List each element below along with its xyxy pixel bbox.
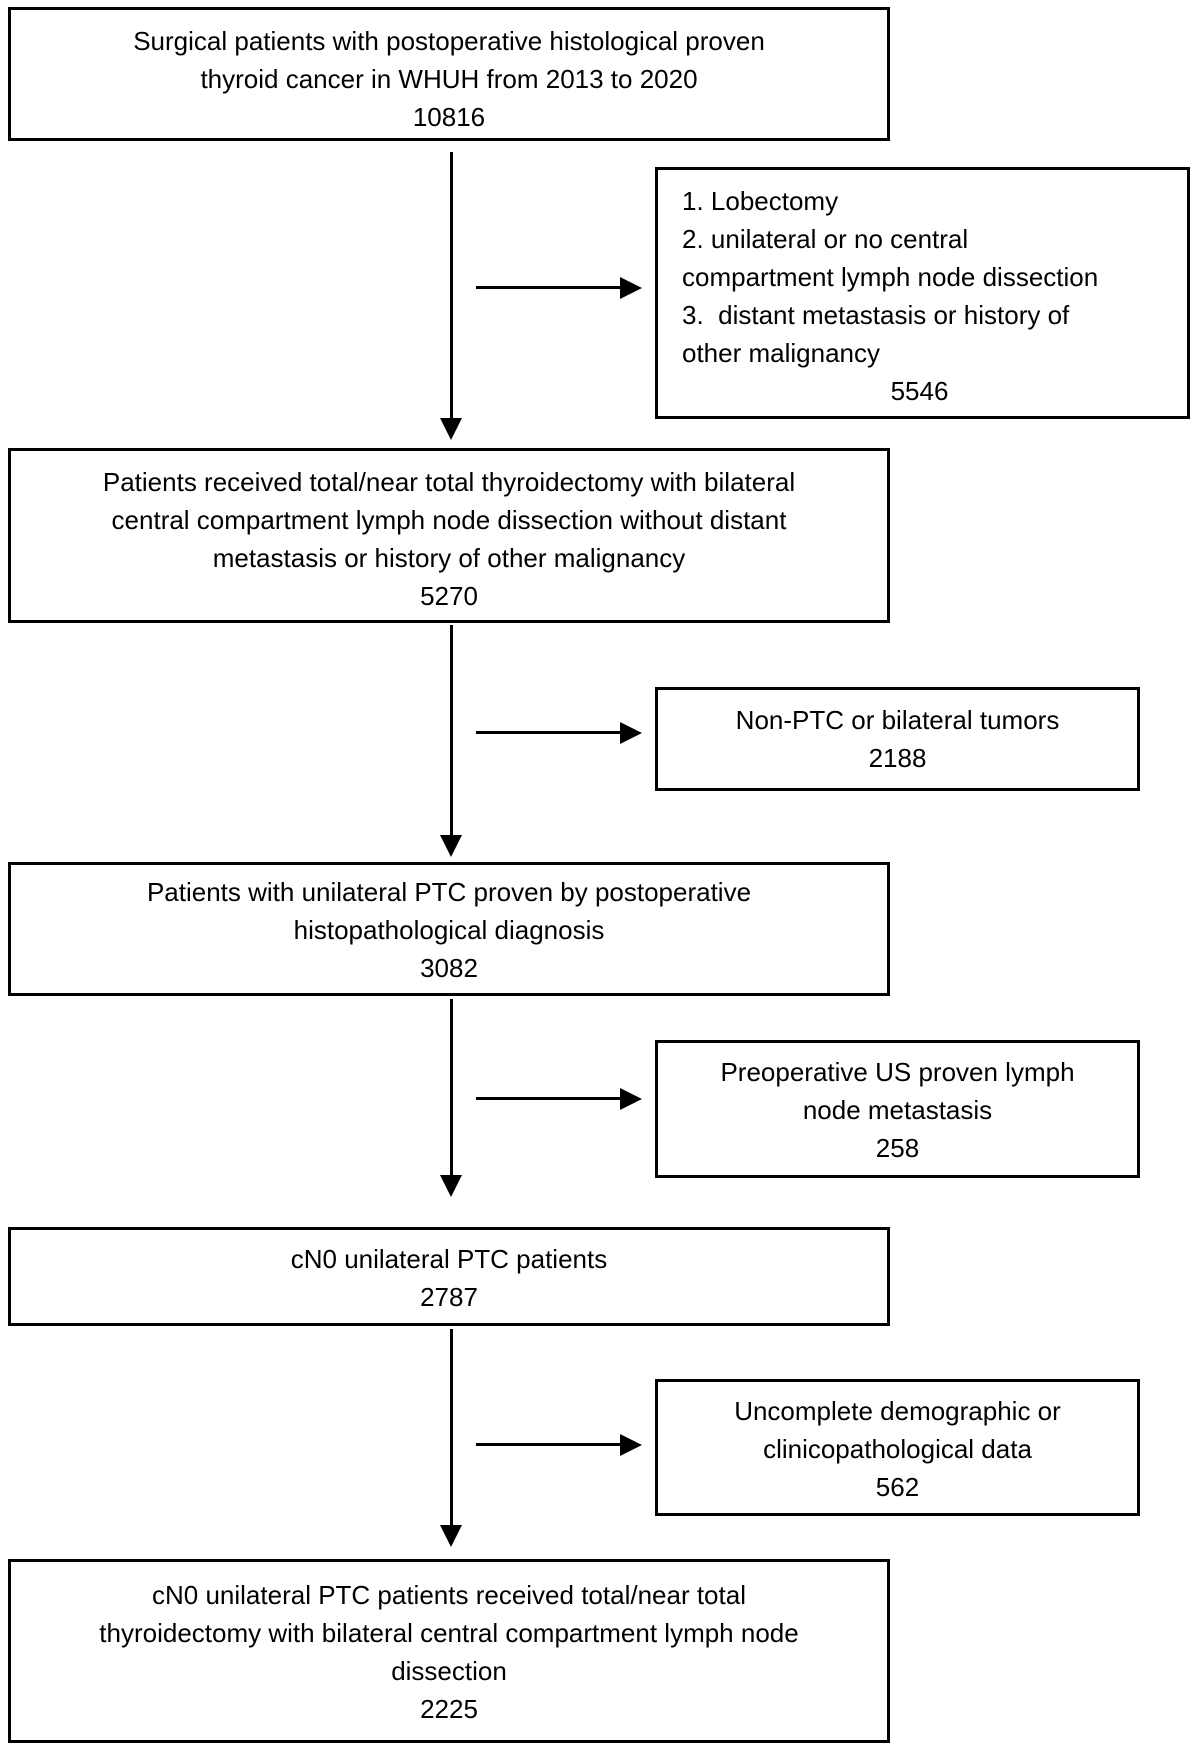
arrow-down-3-head — [440, 1175, 462, 1197]
box-count: 2225 — [420, 1694, 478, 1724]
box-unilateral-ptc — [8, 862, 890, 996]
box-count: 258 — [875, 1133, 920, 1163]
box-text-line: Patients received total/near total thyroidectomy with bilateral — [102, 467, 796, 497]
box-exclusion-lobectomy — [655, 167, 1190, 419]
box-exclusion-uncomplete-data — [655, 1379, 1140, 1516]
box-text-line: thyroidectomy with bilateral central compartment lymph node — [99, 1618, 799, 1648]
box-text-line: compartment lymph node dissection — [682, 262, 1099, 292]
box-text-line: dissection — [391, 1656, 507, 1686]
box-text-line: central compartment lymph node dissection without distant — [111, 505, 787, 535]
box-text-line: thyroid cancer in WHUH from 2013 to 2020 — [200, 64, 698, 94]
arrow-down-1-head — [440, 418, 462, 440]
box-count: 2787 — [420, 1282, 478, 1312]
arrow-down-2-head — [440, 835, 462, 857]
box-text-line: 2. unilateral or no central — [682, 224, 969, 254]
arrow-right-1-head — [620, 277, 642, 299]
arrow-right-4-head — [620, 1434, 642, 1456]
arrow-down-2-line — [450, 625, 453, 835]
arrow-right-2-head — [620, 722, 642, 744]
arrow-right-4-line — [476, 1443, 620, 1446]
box-text-line: Uncomplete demographic or — [734, 1396, 1061, 1426]
box-total-thyroidectomy — [8, 448, 890, 623]
box-count: 2188 — [868, 743, 927, 773]
box-count: 562 — [875, 1472, 920, 1502]
box-text-line: cN0 unilateral PTC patients — [290, 1244, 608, 1274]
arrow-down-3-line — [450, 999, 453, 1175]
box-text-line: clinicopathological data — [763, 1434, 1032, 1464]
box-count: 3082 — [420, 953, 478, 983]
arrow-right-2-line — [476, 731, 620, 734]
box-text-line: metastasis or history of other malignancy — [212, 543, 686, 573]
box-count: 10816 — [412, 102, 486, 132]
box-text-line: histopathological diagnosis — [293, 915, 605, 945]
box-text-line: other malignancy — [682, 338, 880, 368]
arrow-right-3-head — [620, 1088, 642, 1110]
box-text-line: Preoperative US proven lymph — [720, 1057, 1075, 1087]
box-text-line: node metastasis — [802, 1095, 993, 1125]
box-text-line: 3. distant metastasis or history of — [682, 300, 1070, 330]
box-text-line: Patients with unilateral PTC proven by postoperative — [146, 877, 752, 907]
box-exclusion-non-ptc — [655, 687, 1140, 791]
box-final-cohort — [8, 1559, 890, 1743]
box-cn0-unilateral-ptc — [8, 1227, 890, 1326]
arrow-down-4-head — [440, 1525, 462, 1547]
box-text-line: 1. Lobectomy — [682, 186, 839, 216]
box-text-line: cN0 unilateral PTC patients received total/near total — [152, 1580, 746, 1610]
arrow-down-4-line — [450, 1329, 453, 1525]
box-text-line: Non-PTC or bilateral tumors — [735, 705, 1060, 735]
box-exclusion-preoperative-us — [655, 1040, 1140, 1178]
arrow-down-1-line — [450, 152, 453, 418]
box-initial-cohort — [8, 7, 890, 141]
arrow-right-1-line — [476, 286, 620, 289]
arrow-right-3-line — [476, 1097, 620, 1100]
box-count: 5270 — [420, 581, 478, 611]
box-count: 5546 — [890, 376, 949, 406]
box-text-line: Surgical patients with postoperative histological proven — [133, 26, 765, 56]
